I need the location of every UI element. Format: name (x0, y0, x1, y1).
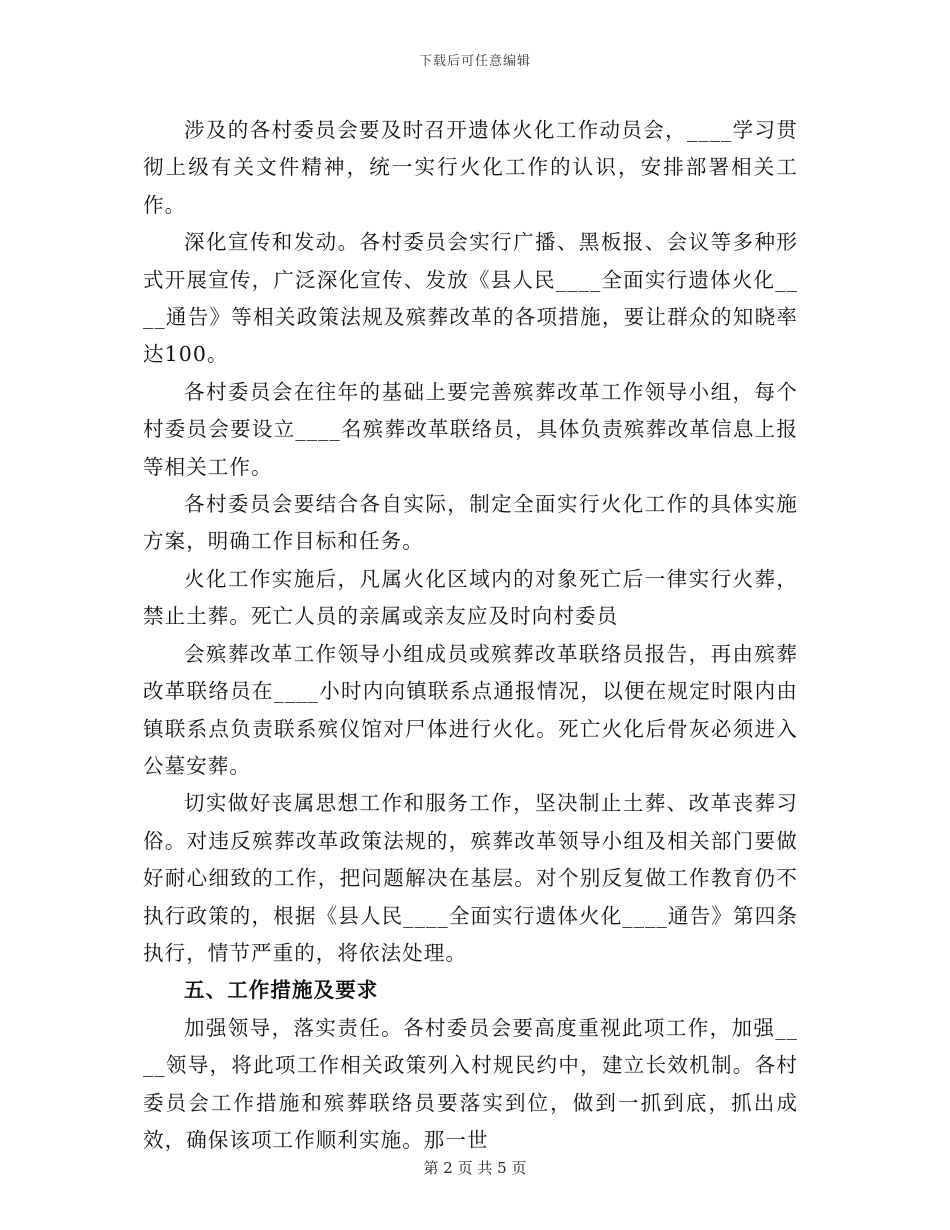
paragraph-cremation-rule: 火化工作实施后，凡属火化区域内的对象死亡后一律实行火葬，禁止土葬。死亡人员的亲属或亲友应及时向村委员 (143, 566, 798, 629)
page-header-note: 下载后可任意编辑 (418, 54, 531, 69)
paragraph-mobilization-meeting: 涉及的各村委员会要及时召开遗体火化工作动员会，____学习贯彻上级有关文件精神，统一实行火化工作的认识，安排部署相关工作。 (143, 118, 798, 217)
paragraph-reporting: 会殡葬改革工作领导小组成员或殡葬改革联络员报告，再由殡葬改革联络员在____小时内向镇联系点通报情况，以便在规定时限内由镇联系点负责联系殡仪馆对尸体进行火化。死亡火化后骨灰必须进入公墓安葬。 (143, 641, 798, 778)
paragraph-implementation-plan: 各村委员会要结合各自实际，制定全面实行火化工作的具体实施方案，明确工作目标和任务。 (143, 492, 798, 554)
paragraph-leading-group: 各村委员会在往年的基础上要完善殡葬改革工作领导小组，每个村委员会要设立____名殡葬改革联络员，具体负责殡葬改革信息上报等相关工作。 (143, 379, 798, 479)
page-number: 第 2 页 共 5 页 (423, 1159, 527, 1177)
paragraph-publicity: 深化宣传和发动。各村委员会实行广播、黑板报、会议等多种形式开展宣传，广泛深化宣传、发放《县人民____全面实行遗体火化____通告》等相关政策法规及殡葬改革的各项措施，要让群众的知晓率达100。 (143, 230, 798, 367)
paragraph-family-work: 切实做好丧属思想工作和服务工作，坚决制止土葬、改革丧葬习俗。对违反殡葬改革政策法规的，殡葬改革领导小组及相关部门要做好耐心细致的工作，把问题解决在基层。对个别反复做工作教育仍不执行政策的，根据《县人民____全面实行遗体火化____通告》第四条执行，情节严重的，将依法处理。 (143, 791, 798, 965)
section-heading: 五、工作措施及要求 (184, 978, 379, 1003)
document-body (143, 112, 798, 1159)
paragraph-leadership: 加强领导，落实责任。各村委员会要高度重视此项工作，加强____领导，将此项工作相关政策列入村规民约中，建立长效机制。各村委员会工作措施和殡葬联络员要落实到位，做到一抓到底，抓出成效，确保该项工作顺利实施。那一世 (143, 1015, 798, 1152)
